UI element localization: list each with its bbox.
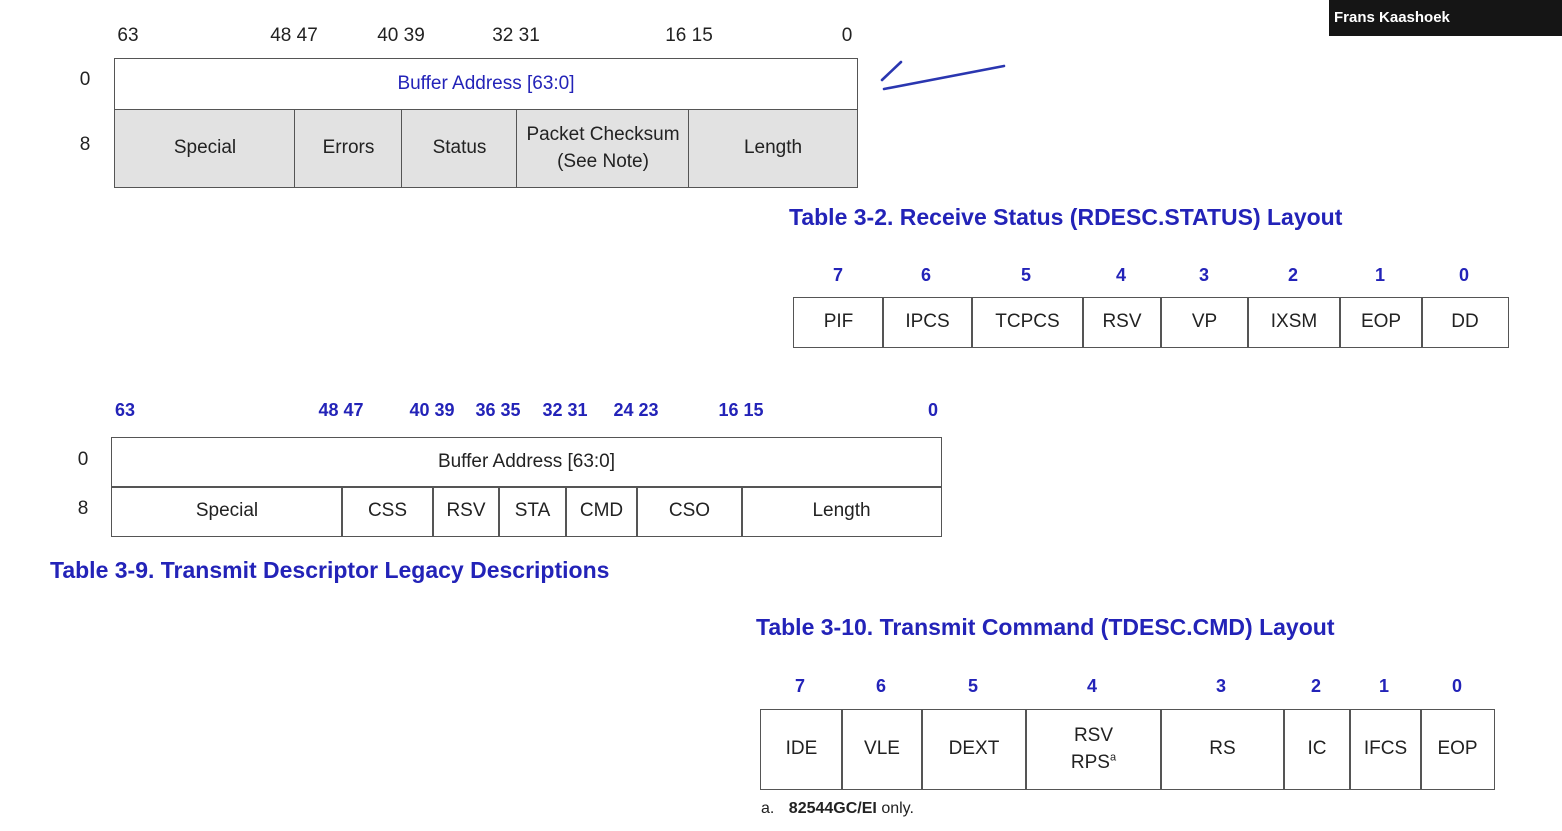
tx-cmd-bit: 4 xyxy=(1086,676,1098,696)
rx-special-field: Special xyxy=(114,109,296,188)
pen-annotation xyxy=(875,55,1015,100)
rx-bit-label: 32 31 xyxy=(492,25,540,46)
rx-status-bit: 0 xyxy=(1458,265,1470,285)
tx-bit-label: 36 35 xyxy=(475,400,521,420)
rx-packet-checksum-note: (See Note) xyxy=(557,150,649,172)
participant-video-tile xyxy=(1329,0,1562,36)
rx-status-rsv: RSV xyxy=(1082,297,1162,348)
tx-rsv-field: RSV xyxy=(432,486,500,537)
tx-bit-label: 16 15 xyxy=(718,400,764,420)
tx-special-field: Special xyxy=(111,486,343,537)
tx-bit-label: 40 39 xyxy=(409,400,455,420)
tx-cmd-bit: 0 xyxy=(1451,676,1463,696)
footnote-label: a. xyxy=(761,800,775,817)
tx-sta-field: STA xyxy=(498,486,567,537)
footnote xyxy=(761,800,914,818)
tx-cmd-ic: IC xyxy=(1283,709,1351,790)
rx-status-tcpcs: TCPCS xyxy=(971,297,1084,348)
tx-cmd-bit: 3 xyxy=(1215,676,1227,696)
tx-cmd-ifcs: IFCS xyxy=(1349,709,1422,790)
tx-cmd-eop: EOP xyxy=(1420,709,1495,790)
tx-cmd-rps-label: RPS$^a$ xyxy=(1070,751,1117,773)
footnote-text: only. xyxy=(881,800,914,817)
tx-bit-label: 32 31 xyxy=(542,400,588,420)
tx-cmd-bit: 5 xyxy=(967,676,979,696)
rx-status-field: Status xyxy=(401,109,518,188)
footnote-marker: a xyxy=(1109,751,1117,764)
tx-cmd-rsv-label: RSV xyxy=(1073,724,1114,746)
tx-bit-label: 63 xyxy=(114,400,136,420)
tx-cmd-bit: 1 xyxy=(1378,676,1390,696)
tx-cmd-bit: 2 xyxy=(1310,676,1322,696)
participant-name: Frans Kaashoek xyxy=(1334,9,1450,26)
rx-packet-checksum-label: Packet Checksum xyxy=(526,123,680,145)
rx-status-dd: DD xyxy=(1421,297,1509,348)
rx-status-bit: 6 xyxy=(920,265,932,285)
rx-status-eop: EOP xyxy=(1339,297,1423,348)
rx-bit-label: 16 15 xyxy=(665,25,713,46)
footnote-model: 82544GC/EI xyxy=(788,800,877,817)
tx-cmd-bit: 7 xyxy=(794,676,806,696)
tx-bit-label: 24 23 xyxy=(613,400,659,420)
rx-status-bit: 1 xyxy=(1374,265,1386,285)
rx-status-bit: 3 xyxy=(1198,265,1210,285)
tx-length-field: Length xyxy=(741,486,942,537)
rx-bit-label: 40 39 xyxy=(377,25,425,46)
tx-buffer-address-field: Buffer Address [63:0] xyxy=(111,437,942,488)
rx-bit-label: 48 47 xyxy=(270,25,318,46)
rx-status-vp: VP xyxy=(1160,297,1249,348)
rx-status-bit: 7 xyxy=(832,265,844,285)
rx-status-ipcs: IPCS xyxy=(882,297,973,348)
tx-legacy-table-title: Table 3-9. Transmit Descriptor Legacy Descriptions xyxy=(50,557,610,583)
rx-bit-label: 0 xyxy=(841,25,853,46)
rx-status-table-title: Table 3-2. Receive Status (RDESC.STATUS) Layout xyxy=(789,204,1343,230)
rx-status-bit: 2 xyxy=(1287,265,1299,285)
tx-css-field: CSS xyxy=(341,486,434,537)
rx-status-pif: PIF xyxy=(793,297,884,348)
tx-cmd-table-title: Table 3-10. Transmit Command (TDESC.CMD) Layout xyxy=(756,614,1335,640)
rx-offset-label: 0 xyxy=(79,69,91,90)
rx-status-bit: 4 xyxy=(1115,265,1127,285)
tx-cmd-dext: DEXT xyxy=(921,709,1027,790)
tx-offset-label: 0 xyxy=(77,449,89,470)
tx-cmd-bit: 6 xyxy=(875,676,887,696)
tx-cso-field: CSO xyxy=(636,486,743,537)
tx-cmd-ide: IDE xyxy=(760,709,843,790)
tx-bit-label: 0 xyxy=(927,400,939,420)
tx-cmd-field: CMD xyxy=(565,486,638,537)
tx-bit-label: 48 47 xyxy=(318,400,364,420)
tx-offset-label: 8 xyxy=(77,498,89,519)
rx-errors-field: Errors xyxy=(294,109,403,188)
rx-length-field: Length xyxy=(688,109,858,188)
tx-cmd-vle: VLE xyxy=(841,709,923,790)
rx-buffer-address-field: Buffer Address [63:0] xyxy=(114,58,858,110)
rx-packet-checksum-field xyxy=(516,109,690,188)
tx-cmd-rsv-rps xyxy=(1025,709,1162,790)
tx-cmd-rs: RS xyxy=(1160,709,1285,790)
rx-status-ixsm: IXSM xyxy=(1247,297,1341,348)
rx-bit-label: 63 xyxy=(117,25,139,46)
rx-offset-label: 8 xyxy=(79,134,91,155)
rx-status-bit: 5 xyxy=(1020,265,1032,285)
